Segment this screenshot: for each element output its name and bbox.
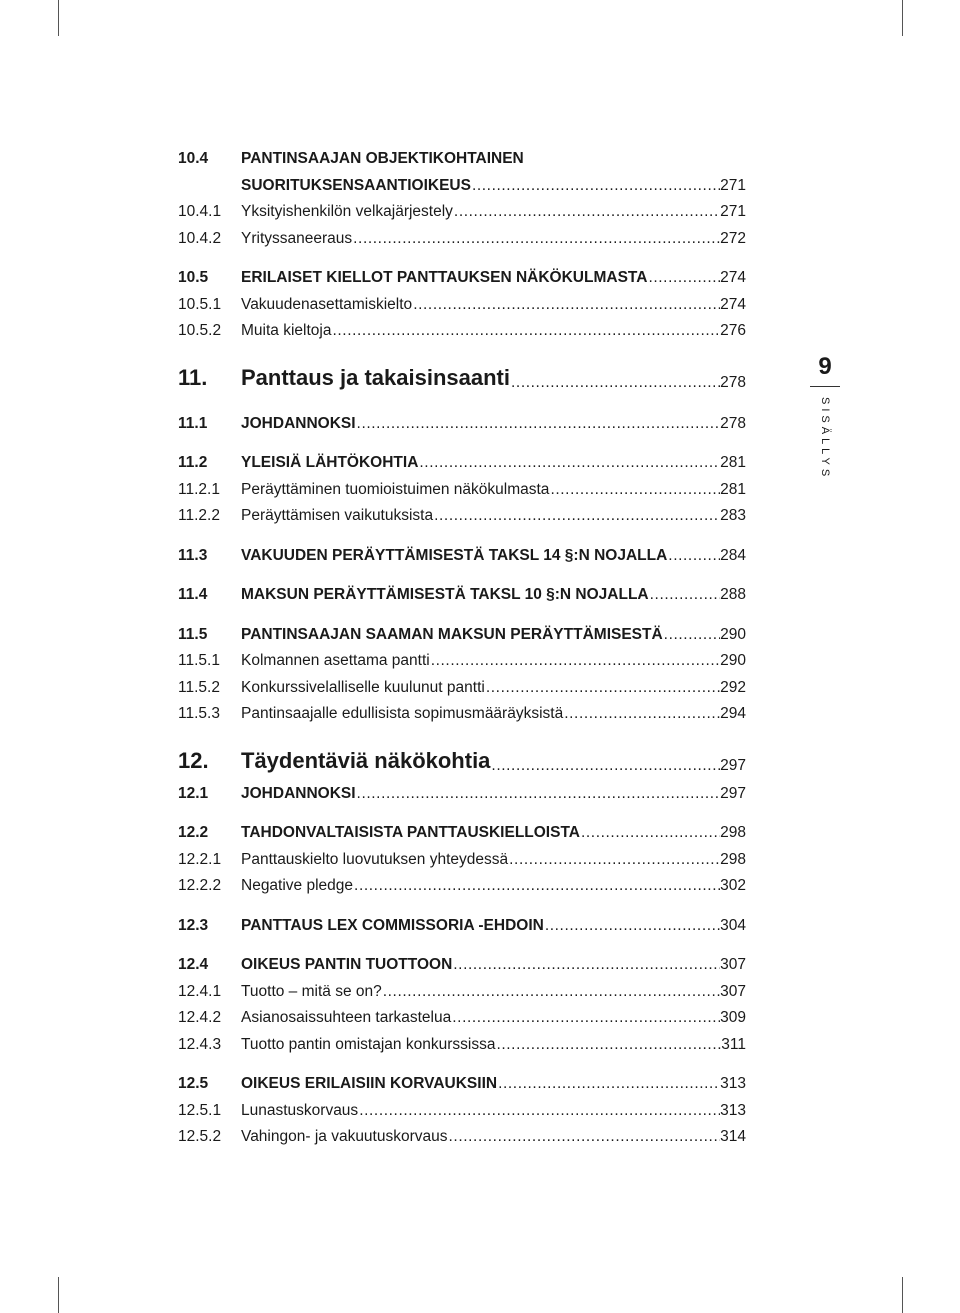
- entry-page: 294: [720, 705, 746, 722]
- entry-page: 304: [720, 916, 746, 934]
- entry-number: 12.2.2: [178, 877, 222, 894]
- entry-page: 313: [720, 1075, 746, 1092]
- entry-number: 10.4.1: [178, 203, 222, 220]
- entry-number: 11.: [178, 364, 208, 390]
- entry-number: 11.2: [178, 454, 208, 471]
- entry-title: OIKEUS ERILAISIIN KORVAUKSIIN: [241, 1075, 498, 1092]
- dot-leader: [508, 847, 720, 874]
- toc-entry[interactable]: [178, 873, 746, 900]
- entry-number: 12.2: [178, 824, 209, 841]
- entry-page: 314: [720, 1128, 746, 1145]
- entry-page: 281: [720, 454, 746, 471]
- toc-entry[interactable]: [178, 503, 746, 530]
- entry-title: Konkurssivelalliselle kuulunut pantti: [241, 678, 485, 696]
- entry-title: Lunastuskorvaus: [241, 1101, 359, 1119]
- dot-leader: [453, 199, 720, 226]
- entry-title-wrap: [241, 1071, 746, 1098]
- entry-title: Panttaus ja takaisinsaanti: [241, 364, 510, 390]
- toc-entry[interactable]: [178, 226, 746, 253]
- toc-entry[interactable]: [178, 622, 746, 649]
- toc-entry[interactable]: [178, 1098, 746, 1125]
- dot-leader: [352, 226, 720, 253]
- entry-title-wrap: [241, 411, 746, 438]
- entry-number: 10.5: [178, 269, 209, 286]
- entry-title: Peräyttäminen tuomioistuimen näkökulmasta: [241, 480, 550, 498]
- entry-title: Pantinsaajalle edullisista sopimusmääräyksistä: [241, 705, 564, 722]
- entry-title: Kolmannen asettama pantti: [241, 652, 430, 669]
- entry-title-wrap: [241, 820, 746, 847]
- entry-title-wrap: [241, 1005, 746, 1032]
- toc-entry[interactable]: [178, 199, 746, 226]
- dot-leader: [452, 952, 720, 979]
- entry-title-wrap: [241, 358, 746, 398]
- entry-number: 12.1: [178, 784, 209, 802]
- entry-title-wrap: [241, 741, 746, 781]
- entry-title: Täydentäviä näkökohtia: [241, 747, 491, 773]
- dot-leader: [412, 292, 720, 319]
- entry-title: MAKSUN PERÄYTTÄMISESTÄ TAKSL 10 §:N NOJALLA: [241, 586, 649, 603]
- dot-leader: [451, 1005, 720, 1032]
- entry-number: 12.4.2: [178, 1009, 222, 1026]
- entry-title-wrap: [241, 648, 746, 675]
- dot-leader: [356, 781, 721, 808]
- entry-number: 11.5.2: [178, 678, 220, 696]
- entry-page: 297: [720, 756, 746, 774]
- entry-page: 313: [720, 1101, 746, 1119]
- entry-title-wrap: [241, 873, 746, 900]
- toc-entry[interactable]: [178, 1071, 746, 1098]
- entry-page: 307: [720, 982, 746, 1000]
- entry-title-wrap: [241, 675, 746, 702]
- entry-title: Tuotto pantin omistajan konkurssissa: [241, 1035, 496, 1053]
- dot-leader: [667, 543, 720, 570]
- dot-leader: [430, 648, 720, 675]
- page-number: 9: [818, 353, 832, 380]
- entry-number: 12.4.1: [178, 982, 222, 1000]
- entry-number: 11.5.1: [178, 652, 220, 669]
- entry-title-wrap: [241, 622, 746, 649]
- entry-number: 11.5: [178, 625, 208, 643]
- dot-leader: [382, 979, 720, 1006]
- toc-chapter[interactable]: [178, 741, 746, 781]
- entry-title: Asianosaissuhteen tarkastelua: [241, 1009, 452, 1026]
- entry-title: PANTINSAAJAN SAAMAN MAKSUN PERÄYTTÄMISESTÄ: [241, 625, 663, 643]
- dot-leader: [647, 265, 720, 292]
- entry-title-wrap: [241, 292, 746, 319]
- entry-number: 12.3: [178, 916, 209, 934]
- entry-title: PANTTAUS LEX COMMISSORIA -EHDOIN: [241, 916, 544, 934]
- dot-leader: [649, 582, 721, 609]
- toc-entry[interactable]: [178, 477, 746, 504]
- entry-title: Vakuudenasettamiskielto: [241, 295, 413, 313]
- toc-entry[interactable]: [178, 701, 746, 728]
- entry-title-wrap: [241, 979, 746, 1006]
- entry-title: Panttauskielto luovutuksen yhteydessä: [241, 850, 509, 868]
- entry-title-wrap: [241, 226, 746, 253]
- entry-page: 284: [720, 546, 746, 564]
- toc-entry[interactable]: [178, 648, 746, 675]
- side-rule: [810, 386, 840, 387]
- dot-leader: [563, 701, 720, 728]
- entry-page: 281: [720, 480, 746, 498]
- entry-title-wrap: [241, 582, 746, 609]
- entry-title: Yksityishenkilön velkajärjestely: [241, 203, 453, 220]
- table-of-contents: [178, 146, 746, 1151]
- dot-leader: [490, 751, 720, 781]
- dot-leader: [356, 411, 721, 438]
- entry-title-wrap: [241, 543, 746, 570]
- entry-title: JOHDANNOKSI: [241, 784, 356, 802]
- entry-title: OIKEUS PANTIN TUOTTOON: [241, 956, 453, 973]
- entry-page: 302: [720, 877, 746, 894]
- toc-entry[interactable]: [178, 1032, 746, 1059]
- entry-page: 290: [720, 652, 746, 669]
- entry-title: PANTINSAAJAN OBJEKTIKOHTAINEN: [241, 150, 524, 167]
- section-label: SISÄLLYS: [819, 397, 831, 481]
- entry-number: 10.4: [178, 150, 209, 167]
- entry-number: 12.5.1: [178, 1101, 222, 1119]
- entry-number: 10.4.2: [178, 229, 222, 247]
- entry-title-wrap: [241, 199, 746, 226]
- page-side-marker: [810, 352, 840, 480]
- entry-number: 12.4: [178, 956, 209, 973]
- crop-mark: [58, 1277, 59, 1313]
- dot-leader: [331, 318, 720, 345]
- entry-title: VAKUUDEN PERÄYTTÄMISESTÄ TAKSL 14 §:N NOJALLA: [241, 546, 668, 564]
- dot-leader: [510, 368, 720, 398]
- entry-number: 12.2.1: [178, 850, 222, 868]
- dot-leader: [663, 622, 720, 649]
- toc-entry[interactable]: [178, 450, 746, 477]
- toc-entry[interactable]: [178, 781, 746, 808]
- crop-mark: [902, 1277, 903, 1313]
- entry-title: Tuotto – mitä se on?: [241, 982, 382, 1000]
- dot-leader: [497, 1071, 720, 1098]
- entry-title: Vahingon- ja vakuutuskorvaus: [241, 1128, 448, 1145]
- dot-leader: [353, 873, 720, 900]
- entry-title: Yrityssaneeraus: [241, 229, 353, 247]
- entry-number: 11.5.3: [178, 705, 220, 722]
- toc-entry[interactable]: [178, 1005, 746, 1032]
- entry-number: 11.2.2: [178, 507, 220, 524]
- dot-leader: [418, 450, 720, 477]
- dot-leader: [448, 1124, 721, 1151]
- entry-title-wrap: [241, 781, 746, 808]
- entry-page: 283: [720, 507, 746, 524]
- entry-page: 276: [720, 322, 746, 339]
- entry-page: 274: [720, 295, 746, 313]
- entry-number: 11.1: [178, 414, 208, 432]
- toc-entry[interactable]: [178, 265, 746, 292]
- entry-page: 297: [720, 784, 746, 802]
- entry-page: 309: [720, 1009, 746, 1026]
- entry-title: ERILAISET KIELLOT PANTTAUKSEN NÄKÖKULMASTA: [241, 269, 648, 286]
- toc-entry-continuation[interactable]: [178, 173, 746, 200]
- entry-title: Negative pledge: [241, 877, 354, 894]
- entry-page: 311: [721, 1035, 746, 1053]
- entry-number: 12.: [178, 747, 209, 773]
- entry-number: 12.5.2: [178, 1128, 222, 1145]
- entry-title-wrap: [241, 913, 746, 940]
- entry-title-wrap: [241, 1032, 746, 1059]
- entry-page: 288: [720, 586, 746, 603]
- dot-leader: [495, 1032, 721, 1059]
- entry-title: YLEISIÄ LÄHTÖKOHTIA: [241, 454, 419, 471]
- dot-leader: [433, 503, 720, 530]
- toc-entry[interactable]: [178, 847, 746, 874]
- toc-chapter[interactable]: [178, 358, 746, 398]
- entry-number: 11.2.1: [178, 480, 220, 498]
- entry-title-wrap: [241, 503, 746, 530]
- toc-entry[interactable]: [178, 292, 746, 319]
- entry-title-line2: SUORITUKSENSAANTIOIKEUS: [241, 176, 471, 194]
- entry-page: 307: [720, 956, 746, 973]
- entry-page: 298: [720, 824, 746, 841]
- entry-page: 290: [720, 625, 746, 643]
- entry-page: 272: [720, 229, 746, 247]
- entry-number: 11.3: [178, 546, 208, 564]
- entry-title-wrap: [241, 952, 746, 979]
- entry-number: 12.4.3: [178, 1035, 222, 1053]
- entry-title: Peräyttämisen vaikutuksista: [241, 507, 434, 524]
- entry-title-wrap: [241, 450, 746, 477]
- crop-mark: [58, 0, 59, 36]
- entry-page: 271: [720, 203, 746, 220]
- entry-title-wrap: [241, 173, 746, 200]
- toc-entry[interactable]: [178, 146, 746, 173]
- toc-entry[interactable]: [178, 318, 746, 345]
- toc-entry[interactable]: [178, 675, 746, 702]
- entry-page: 271: [720, 176, 746, 194]
- entry-number: 12.5: [178, 1075, 209, 1092]
- entry-title-wrap: [241, 701, 746, 728]
- toc-entry[interactable]: [178, 543, 746, 570]
- toc-entry[interactable]: [178, 913, 746, 940]
- toc-entry[interactable]: [178, 979, 746, 1006]
- toc-entry[interactable]: [178, 820, 746, 847]
- toc-entry[interactable]: [178, 582, 746, 609]
- dot-leader: [549, 477, 720, 504]
- entry-title-wrap: [241, 146, 746, 173]
- entry-title: Muita kieltoja: [241, 322, 332, 339]
- entry-number: 10.5.1: [178, 295, 222, 313]
- entry-title-wrap: [241, 318, 746, 345]
- entry-title-wrap: [241, 1098, 746, 1125]
- dot-leader: [580, 820, 720, 847]
- entry-title-wrap: [241, 1124, 746, 1151]
- entry-number: 11.4: [178, 586, 208, 603]
- dot-leader: [471, 173, 720, 200]
- crop-mark: [902, 0, 903, 36]
- entry-title-wrap: [241, 265, 746, 292]
- toc-entry[interactable]: [178, 952, 746, 979]
- dot-leader: [485, 675, 720, 702]
- entry-page: 298: [720, 850, 746, 868]
- entry-title: TAHDONVALTAISISTA PANTTAUSKIELLOISTA: [241, 824, 580, 841]
- entry-number: 10.5.2: [178, 322, 222, 339]
- entry-title: JOHDANNOKSI: [241, 414, 356, 432]
- toc-entry[interactable]: [178, 1124, 746, 1151]
- dot-leader: [544, 913, 720, 940]
- entry-page: 274: [720, 269, 746, 286]
- toc-entry[interactable]: [178, 411, 746, 438]
- entry-title-wrap: [241, 847, 746, 874]
- entry-title-wrap: [241, 477, 746, 504]
- entry-page: 278: [720, 373, 746, 391]
- entry-page: 278: [720, 414, 746, 432]
- dot-leader: [358, 1098, 720, 1125]
- entry-page: 292: [720, 678, 746, 696]
